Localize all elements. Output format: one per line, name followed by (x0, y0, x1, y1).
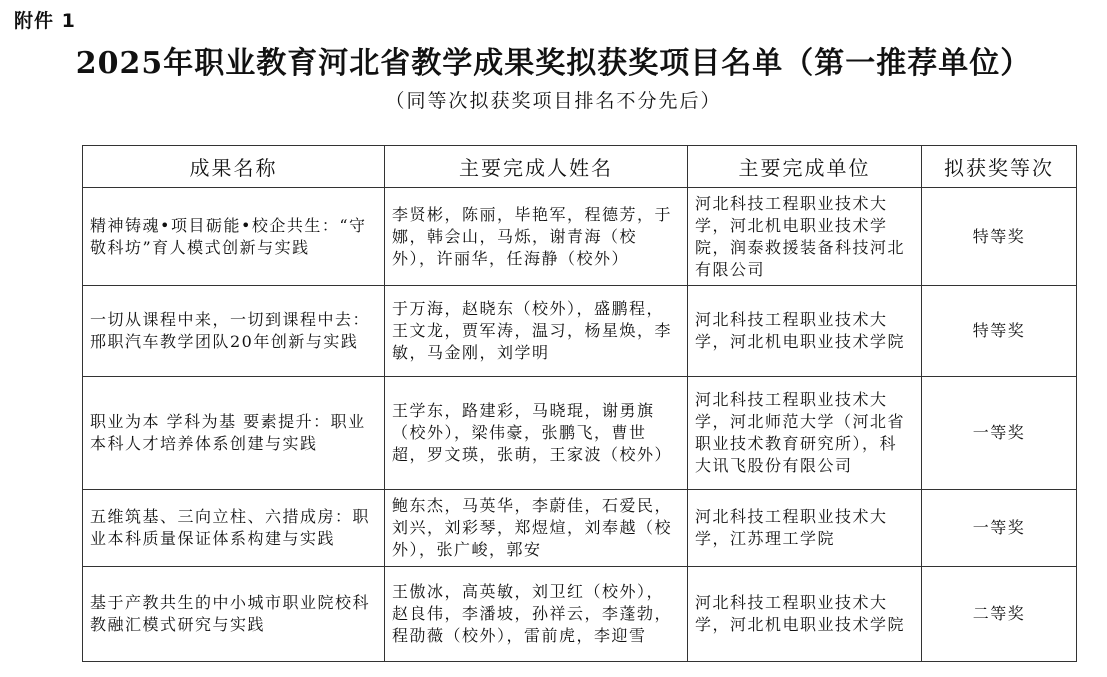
annex-label: 附件 1 (14, 10, 76, 32)
units-cell: 河北科技工程职业技术大学，河北机电职业技术学院 (688, 286, 922, 377)
header-main-people: 主要完成人姓名 (385, 146, 688, 188)
people-cell: 于万海，赵晓东（校外），盛鹏程，王文龙，贾军涛，温习，杨星焕，李敏，马金刚，刘学明 (385, 286, 688, 377)
award-level-cell: 一等奖 (922, 377, 1077, 490)
award-level-cell: 特等奖 (922, 286, 1077, 377)
people-cell: 鲍东杰，马英华，李蔚佳，石爱民，刘兴，刘彩琴，郑煜煊，刘奉越（校外），张广峻，郭安 (385, 490, 688, 567)
table-header-row (83, 146, 1077, 188)
award-level-cell: 一等奖 (922, 490, 1077, 567)
awards-table (82, 145, 1077, 662)
table-row (83, 188, 1077, 286)
units-cell: 河北科技工程职业技术大学，江苏理工学院 (688, 490, 922, 567)
table-row (83, 567, 1077, 662)
achievement-name-cell: 职业为本 学科为基 要素提升：职业本科人才培养体系创建与实践 (83, 377, 385, 490)
achievement-name-cell: 基于产教共生的中小城市职业院校科教融汇模式研究与实践 (83, 567, 385, 662)
achievement-name-cell: 一切从课程中来，一切到课程中去：邢职汽车教学团队20年创新与实践 (83, 286, 385, 377)
people-cell: 李贤彬，陈丽，毕艳军，程德芳，于娜，韩会山，马烁，谢青海（校外），许丽华，任海静（校外） (385, 188, 688, 286)
table-row (83, 377, 1077, 490)
people-cell: 王学东，路建彩，马晓琨，谢勇旗（校外），梁伟豪，张鹏飞，曹世超，罗文瑛，张萌，王家波（校外） (385, 377, 688, 490)
achievement-name-cell: 精神铸魂•项目砺能•校企共生：“守敬科坊”育人模式创新与实践 (83, 188, 385, 286)
achievement-name-cell: 五维筑基、三向立柱、六措成房：职业本科质量保证体系构建与实践 (83, 490, 385, 567)
award-level-cell: 二等奖 (922, 567, 1077, 662)
header-main-units: 主要完成单位 (688, 146, 922, 188)
units-cell: 河北科技工程职业技术大学，河北机电职业技术学院 (688, 567, 922, 662)
table-row (83, 490, 1077, 567)
header-award-level: 拟获奖等次 (922, 146, 1077, 188)
people-cell: 王傲冰，高英敏，刘卫红（校外），赵良伟，李潘坡，孙祥云，李蓬勃，程劭薇（校外），雷前虎，李迎雪 (385, 567, 688, 662)
award-level-cell: 特等奖 (922, 188, 1077, 286)
header-achievement-name: 成果名称 (83, 146, 385, 188)
units-cell: 河北科技工程职业技术大学，河北机电职业技术学院，润泰救援装备科技河北有限公司 (688, 188, 922, 286)
document-subtitle: （同等次拟获奖项目排名不分先后） (385, 90, 722, 112)
units-cell: 河北科技工程职业技术大学，河北师范大学（河北省职业技术教育研究所），科大讯飞股份有限公司 (688, 377, 922, 490)
document-title: 2025年职业教育河北省教学成果奖拟获奖项目名单（第一推荐单位） (75, 46, 1032, 81)
table-row (83, 286, 1077, 377)
